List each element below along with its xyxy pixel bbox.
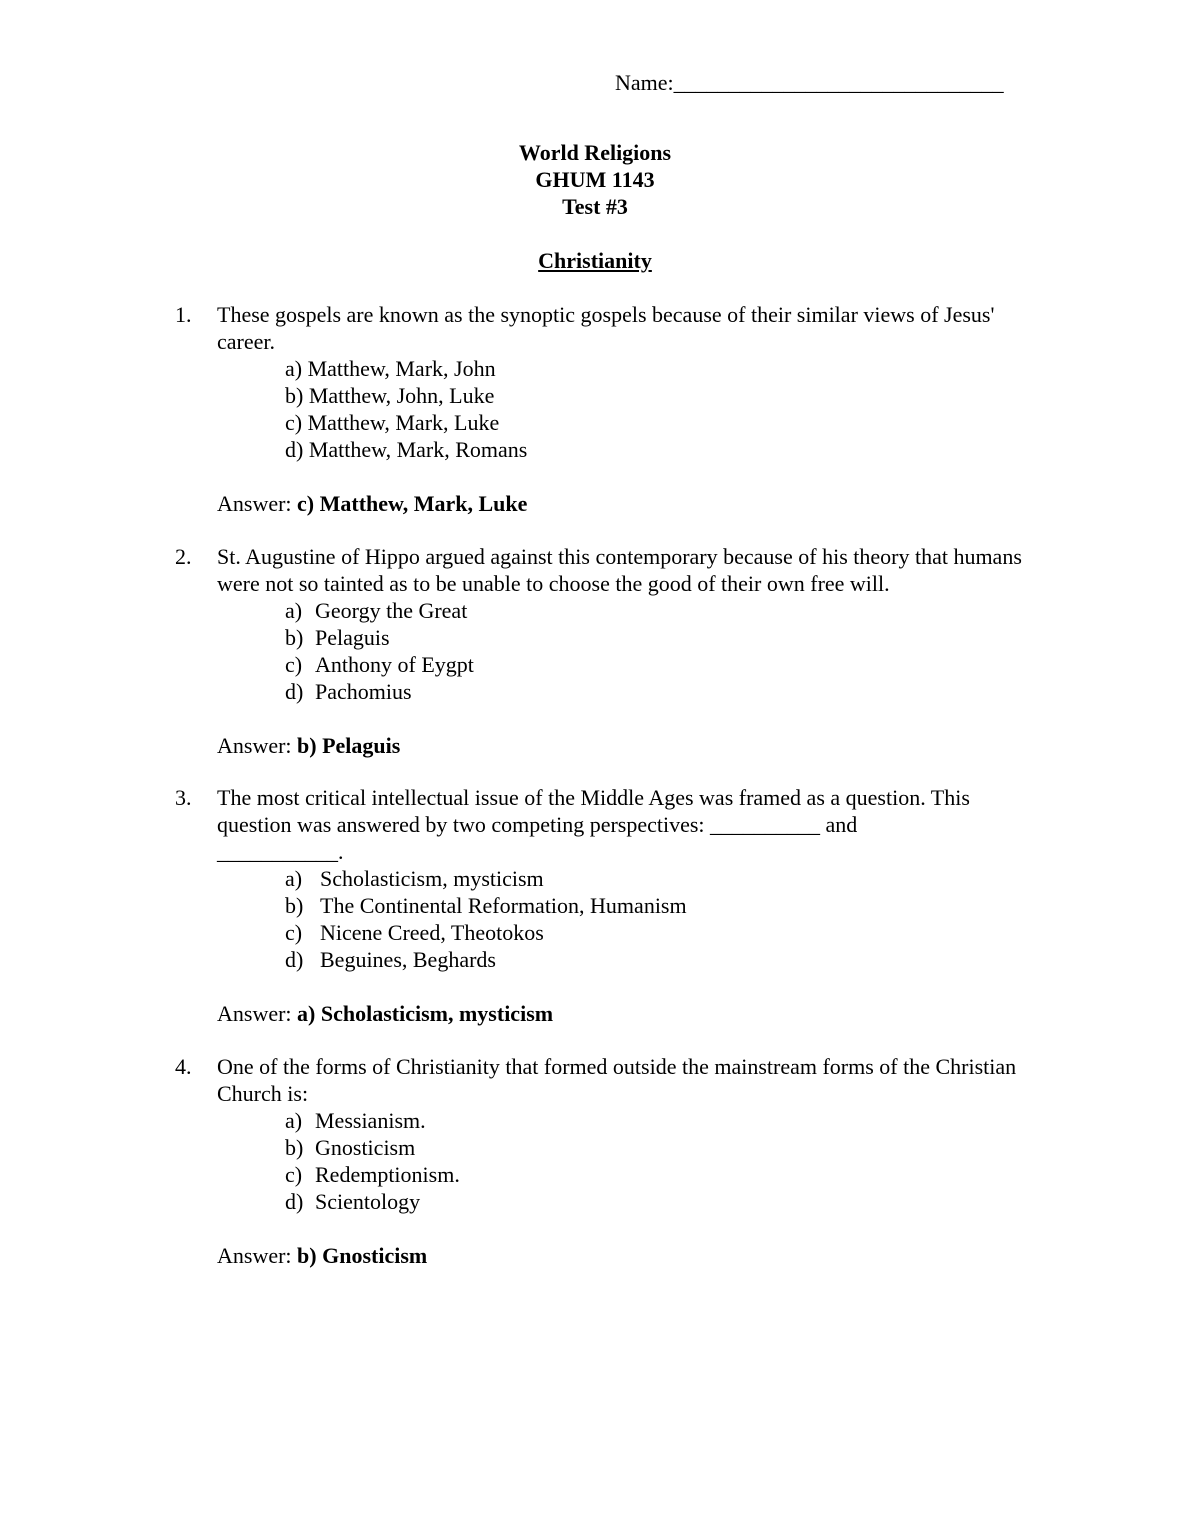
option-b: [285, 624, 1025, 651]
option-d: [285, 436, 1025, 463]
option-letter: b): [285, 625, 304, 650]
question-3: [175, 784, 1025, 1027]
option-c: [285, 651, 1025, 678]
option-list: [285, 355, 1025, 463]
option-list: [285, 597, 1025, 705]
option-b: [285, 892, 1025, 919]
question-text: St. Augustine of Hippo argued against this contemporary because of his theory that humans were not so tainted as to be unable to choose the good of their own free will.: [217, 544, 1022, 596]
option-b: [285, 1134, 1025, 1161]
question-text: The most critical intellectual issue of the Middle Ages was framed as a question. This question was answered by two competing perspectives: __________ and ___________.: [217, 785, 970, 864]
answer-value: a) Scholasticism, mysticism: [297, 1001, 554, 1026]
answer-line: [217, 1000, 1025, 1027]
option-letter: a): [285, 1108, 303, 1133]
option-list: [285, 1107, 1025, 1215]
option-text: Pachomius: [315, 679, 412, 704]
question-text: These gospels are known as the synoptic gospels because of their similar views of Jesus' career.: [217, 302, 995, 354]
answer-line: [217, 1242, 1025, 1269]
option-letter: d): [285, 679, 304, 704]
option-letter: d): [285, 1189, 304, 1214]
option-letter: b): [285, 893, 304, 918]
option-text: Matthew, Mark, Romans: [308, 437, 528, 462]
option-list: [285, 865, 1025, 973]
option-text: Beguines, Beghards: [320, 947, 496, 972]
question-2: [175, 543, 1025, 759]
option-letter: c): [285, 410, 303, 435]
option-letter: b): [285, 383, 304, 408]
question-number: 2.: [175, 544, 192, 569]
name-field: Name:______________________________: [615, 70, 1004, 95]
option-text: Matthew, Mark, John: [307, 356, 496, 381]
option-text: Gnosticism: [315, 1135, 416, 1160]
option-b: [285, 382, 1025, 409]
section-title: Christianity: [538, 248, 652, 273]
option-d: [285, 678, 1025, 705]
option-a: [285, 1107, 1025, 1134]
question-text: One of the forms of Christianity that formed outside the mainstream forms of the Christian Church is:: [217, 1054, 1017, 1106]
option-letter: b): [285, 1135, 304, 1160]
option-a: [285, 865, 1025, 892]
option-text: Redemptionism.: [315, 1162, 460, 1187]
option-c: [285, 919, 1025, 946]
option-letter: c): [285, 920, 303, 945]
option-text: Nicene Creed, Theotokos: [320, 920, 544, 945]
option-a: [285, 597, 1025, 624]
option-letter: d): [285, 437, 304, 462]
question-number: 1.: [175, 302, 192, 327]
option-letter: a): [285, 866, 303, 891]
option-text: Pelaguis: [315, 625, 390, 650]
option-text: Georgy the Great: [315, 598, 468, 623]
option-text: Messianism.: [315, 1108, 426, 1133]
question-number: 4.: [175, 1054, 192, 1079]
answer-label: Answer:: [217, 1001, 292, 1026]
option-d: [285, 946, 1025, 973]
option-letter: a): [285, 356, 303, 381]
answer-label: Answer:: [217, 491, 292, 516]
option-text: Scientology: [315, 1189, 421, 1214]
option-text: Matthew, John, Luke: [308, 383, 495, 408]
answer-value: b) Pelaguis: [297, 733, 401, 758]
option-c: [285, 409, 1025, 436]
option-text: Matthew, Mark, Luke: [307, 410, 500, 435]
option-c: [285, 1161, 1025, 1188]
question-1: [175, 301, 1025, 517]
answer-label: Answer:: [217, 1243, 292, 1268]
answer-label: Answer:: [217, 733, 292, 758]
answer-value: b) Gnosticism: [297, 1243, 428, 1268]
option-text: Scholasticism, mysticism: [320, 866, 544, 891]
test-label: Test #3: [562, 194, 628, 219]
option-letter: c): [285, 1162, 303, 1187]
answer-line: [217, 732, 1025, 759]
option-text: Anthony of Eygpt: [315, 652, 474, 677]
answer-value: c) Matthew, Mark, Luke: [297, 491, 528, 516]
course-name: World Religions: [518, 140, 672, 165]
option-letter: c): [285, 652, 303, 677]
document-header: [0, 139, 1190, 220]
option-a: [285, 355, 1025, 382]
question-number: 3.: [175, 785, 192, 810]
option-d: [285, 1188, 1025, 1215]
course-code: GHUM 1143: [535, 167, 655, 192]
answer-line: [217, 490, 1025, 517]
option-letter: d): [285, 947, 304, 972]
question-4: [175, 1053, 1025, 1269]
option-letter: a): [285, 598, 303, 623]
option-text: The Continental Reformation, Humanism: [320, 893, 687, 918]
